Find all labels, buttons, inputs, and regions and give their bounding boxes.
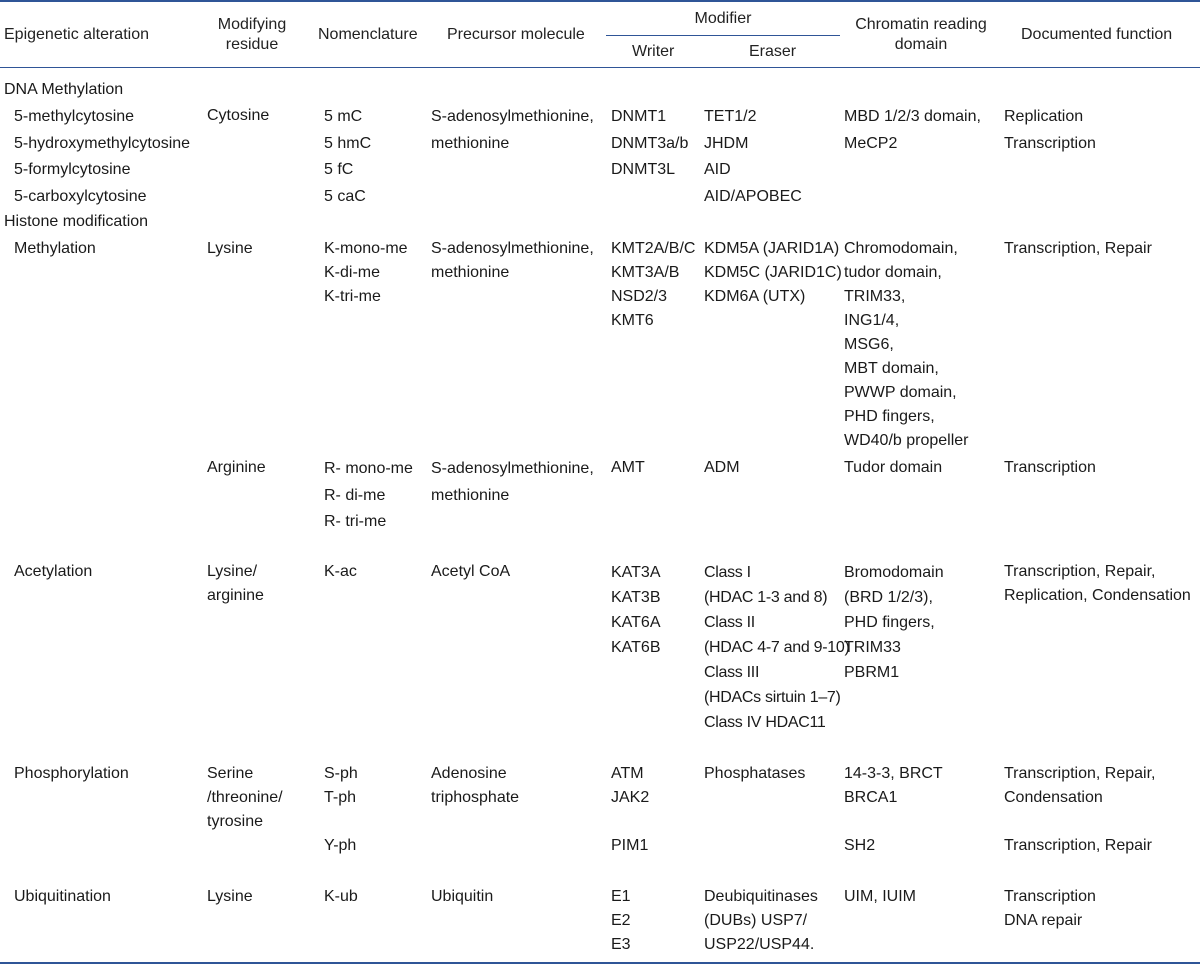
header-eraser: Eraser bbox=[749, 43, 797, 60]
dna-writer: DNMT1 DNMT3a/b DNMT3L bbox=[611, 108, 689, 178]
acetylation-precursor: Acetyl CoA bbox=[431, 563, 511, 580]
header-residue: Modifying residue bbox=[217, 16, 287, 53]
methylation-arginine-eraser: ADM bbox=[704, 459, 740, 476]
methylation-arginine-precursor: S-adenosylmethionine, methionine bbox=[431, 460, 594, 504]
dna-residue: Cytosine bbox=[207, 107, 270, 124]
ubiquitination-residue: Lysine bbox=[207, 888, 253, 905]
section-histone-modification: Histone modification bbox=[4, 213, 149, 230]
header-reading-domain: Chromatin reading domain bbox=[855, 16, 987, 53]
modifier-span-rule bbox=[606, 35, 840, 36]
acetylation-alteration: Acetylation bbox=[14, 563, 93, 580]
methylation-lysine-writer: KMT2A/B/C KMT3A/B NSD2/3 KMT6 bbox=[611, 240, 696, 329]
methylation-lysine-function: Transcription, Repair bbox=[1004, 240, 1152, 257]
acetylation-residue: Lysine/ arginine bbox=[207, 563, 264, 604]
ubiquitination-nomenclature: K-ub bbox=[324, 888, 358, 905]
methylation-arginine-nomenclature: R- mono-me R- di-me R- tri-me bbox=[324, 460, 413, 530]
phosphorylation-eraser: Phosphatases bbox=[704, 765, 806, 782]
header-function: Documented function bbox=[1021, 26, 1173, 43]
dna-eraser: TET1/2 JHDM AID AID/APOBEC bbox=[704, 108, 802, 205]
phosphorylation-residue: Serine /threonine/ tyrosine bbox=[207, 765, 283, 830]
methylation-lysine-nomenclature: K-mono-me K-di-me K-tri-me bbox=[324, 240, 408, 305]
phosphorylation-reading-domain: 14-3-3, BRCT BRCA1 bbox=[844, 765, 943, 806]
methylation-lysine-precursor: S-adenosylmethionine, methionine bbox=[431, 240, 594, 281]
phosphorylation-precursor: Adenosine triphosphate bbox=[431, 765, 520, 806]
acetylation-writer: KAT3A KAT3B KAT6A KAT6B bbox=[611, 564, 661, 656]
phosphorylation-y-function: Transcription, Repair bbox=[1004, 837, 1152, 854]
table-bottom-rule bbox=[0, 962, 1200, 964]
ubiquitination-function: Transcription DNA repair bbox=[1004, 888, 1096, 929]
header-nomenclature: Nomenclature bbox=[318, 26, 418, 43]
dna-reading-domain: MBD 1/2/3 domain, MeCP2 bbox=[844, 108, 981, 152]
header-precursor: Precursor molecule bbox=[447, 26, 585, 43]
ubiquitination-writer: E1 E2 E3 bbox=[611, 888, 631, 953]
acetylation-reading-domain: Bromodomain (BRD 1/2/3), PHD fingers, TRIM33 PBRM1 bbox=[844, 564, 944, 681]
methylation-lysine-residue: Lysine bbox=[207, 240, 253, 257]
header-writer: Writer bbox=[632, 43, 675, 60]
section-dna-methylation: DNA Methylation bbox=[4, 81, 124, 98]
methylation-arginine-reading-domain: Tudor domain bbox=[844, 459, 943, 476]
ubiquitination-alteration: Ubiquitination bbox=[14, 888, 111, 905]
header-bottom-rule bbox=[0, 67, 1200, 68]
table-top-rule bbox=[0, 0, 1200, 2]
methylation-arginine-writer: AMT bbox=[611, 459, 645, 476]
phosphorylation-function: Transcription, Repair, Condensation bbox=[1004, 765, 1156, 806]
methylation-lysine-reading-domain: Chromodomain, tudor domain, TRIM33, ING1/4, MSG6, MBT domain, PWWP domain, PHD fingers, WD40/b propeller bbox=[844, 240, 969, 449]
ubiquitination-precursor: Ubiquitin bbox=[431, 888, 494, 905]
phosphorylation-y-nomenclature: Y-ph bbox=[324, 837, 357, 854]
acetylation-nomenclature: K-ac bbox=[324, 563, 357, 580]
dna-precursor: S-adenosylmethionine, methionine bbox=[431, 108, 594, 152]
phosphorylation-y-writer: PIM1 bbox=[611, 837, 649, 854]
dna-nomenclature: 5 mC 5 hmC 5 fC 5 caC bbox=[324, 108, 372, 205]
acetylation-eraser: Class I (HDAC 1-3 and 8) Class II (HDAC 4-7 and 9-10) Class III (HDACs sirtuin 1–7) Class IV HDAC11 bbox=[704, 564, 850, 731]
header-modifier: Modifier bbox=[694, 10, 752, 27]
acetylation-function: Transcription, Repair, Replication, Condensation bbox=[1004, 563, 1191, 604]
header-alteration: Epigenetic alteration bbox=[4, 26, 149, 43]
phosphorylation-writer: ATM JAK2 bbox=[611, 765, 650, 806]
phosphorylation-y-reading-domain: SH2 bbox=[844, 837, 876, 854]
phosphorylation-alteration: Phosphorylation bbox=[14, 765, 129, 782]
methylation-lysine-eraser: KDM5A (JARID1A) KDM5C (JARID1C) KDM6A (UTX) bbox=[704, 240, 842, 305]
methylation-arginine-function: Transcription bbox=[1004, 459, 1096, 476]
methylation-alteration: Methylation bbox=[14, 240, 96, 257]
dna-alteration-list: 5-methylcytosine 5-hydroxymethylcytosine 5-formylcytosine 5-carboxylcytosine bbox=[14, 108, 191, 205]
ubiquitination-reading-domain: UIM, IUIM bbox=[844, 888, 916, 905]
methylation-arginine-residue: Arginine bbox=[207, 459, 266, 476]
phosphorylation-nomenclature: S-ph T-ph bbox=[324, 765, 358, 806]
ubiquitination-eraser: Deubiquitinases (DUBs) USP7/ USP22/USP44. bbox=[704, 888, 818, 953]
dna-function: Replication Transcription bbox=[1004, 108, 1096, 152]
